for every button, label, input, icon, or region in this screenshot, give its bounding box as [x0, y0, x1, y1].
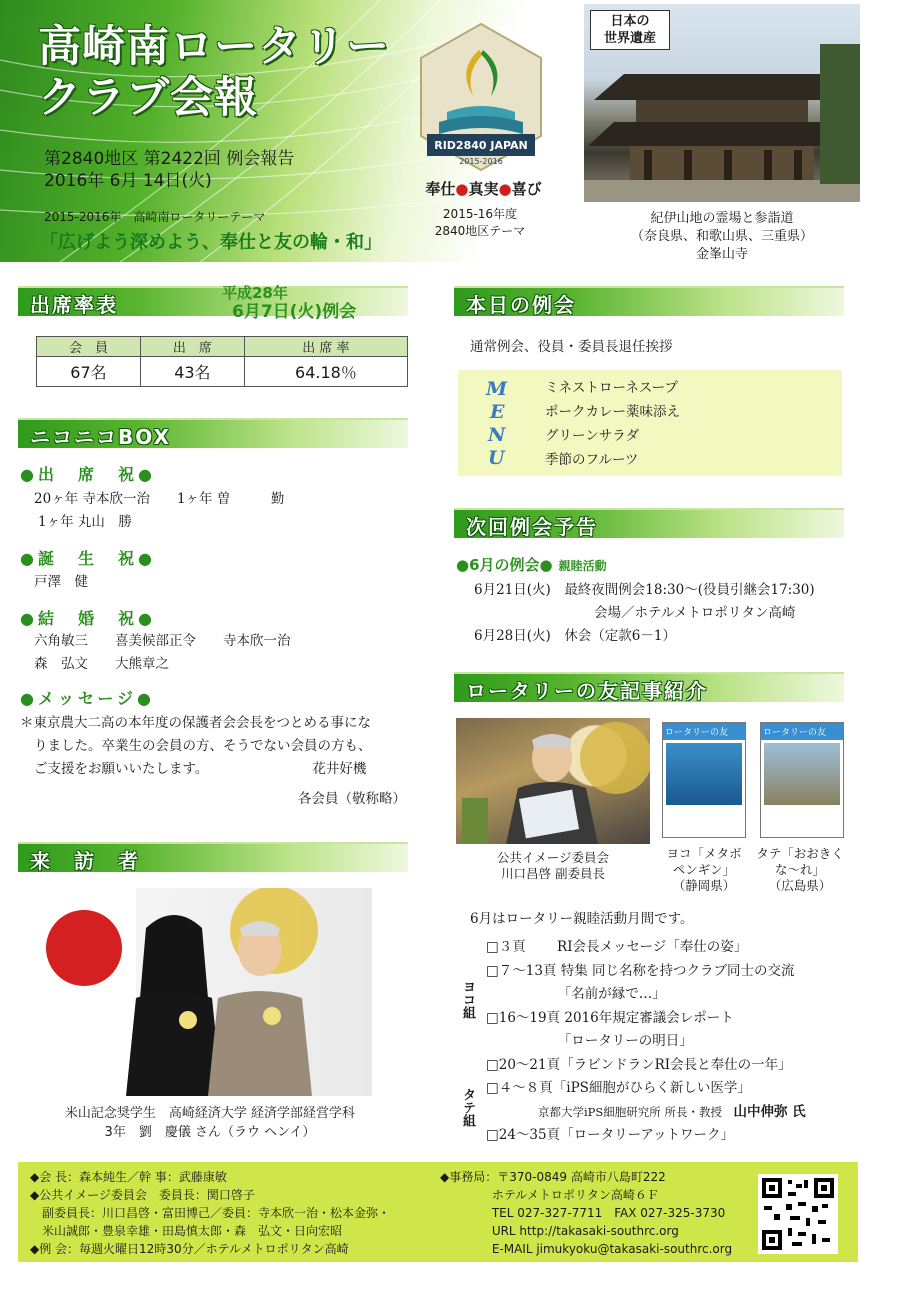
district-logo: [417, 22, 545, 172]
section-visitor: 来 訪 者: [18, 842, 408, 872]
attendance-celebration-list: 20ヶ年 寺本欣一治 1ヶ年 曽 勤 1ヶ年 丸山 勝: [34, 491, 285, 530]
footer-officers: ◆会 長：森本純生／幹 事：武藤康敏 ◆公共イメージ委員会 委員長：関口啓子 副委員長：川口昌啓・富田博己／委員：寺本欣一治・松本金弥・ 米山誠郎・豊泉幸雄・田島慎太郎・森 弘文・日向宏昭 ◆例 会：毎週火曜日12時30分／ホテルメトロポリタン高崎: [30, 1170, 391, 1256]
magazine-caption-tate: タテ「おおきく な～れ」 （広島県）: [756, 846, 844, 893]
month-note: 6月はロータリー親睦活動月間です。: [470, 911, 694, 927]
birthday-list: 戸澤 健: [34, 574, 88, 590]
yoko-label: ヨコ組: [460, 980, 475, 1019]
club-theme: 「広げよう深めよう、奉仕と友の輪・和」: [40, 232, 382, 253]
menu-item: ポークカレー薬味添え: [545, 404, 680, 420]
section-today: 本日の例会: [454, 286, 844, 316]
today-line: 通常例会、役員・委員長退任挨拶: [470, 339, 673, 355]
ips-author-name: 山中伸弥 氏: [733, 1103, 806, 1120]
message-signature: 花井好機: [312, 761, 367, 777]
magazine-caption-yoko: ヨコ「メタボ ペンギン」 （静岡県）: [666, 846, 742, 893]
group-message: ●メッセージ●: [20, 689, 155, 708]
group-birthday: ●誕 生 祝●: [20, 549, 156, 568]
group-wedding: ●結 婚 祝●: [20, 609, 156, 628]
club-theme-label: 2015-2016年 高崎南ロータリーテーマ: [44, 210, 266, 224]
footer-office: ◆事務局：〒370-0849 高崎市八島町222 ホテルメトロポリタン高崎６Ｆ TEL 027-327-7711 FAX 027-325-3730 URL http://takasaki-southrc.org E-MAIL jimukyoku@takasaki-southrc.org: [440, 1170, 733, 1256]
heritage-badge: 日本の 世界遺産: [590, 10, 670, 50]
section-magazine: ロータリーの友記事紹介: [454, 672, 844, 702]
visitor-photo: [36, 888, 372, 1096]
qr-code: [758, 1174, 838, 1254]
attendance-table: [36, 336, 408, 387]
section-attendance: 出席率表: [18, 286, 408, 316]
district-motto: 奉仕●真実●喜び: [425, 180, 542, 198]
presenter-caption: 公共イメージ委員会 川口昌啓 副委員長: [496, 850, 610, 881]
tate-label: タテ組: [460, 1088, 475, 1127]
cell-members: 67名: [37, 357, 141, 387]
menu-list: [545, 376, 680, 472]
attendance-date: 平成28年 6月7日(火)例会: [222, 284, 357, 322]
magazine-presenter-photo: [456, 718, 650, 844]
col-present: 出 席: [140, 337, 244, 357]
section-nikoniko: ニコニコBOX: [18, 418, 408, 448]
article-list: [486, 936, 856, 1148]
article-item: □４～８頁「iPS細胞がひらく新しい医学」: [486, 1080, 751, 1096]
cell-rate: 64.18％: [244, 357, 407, 387]
logo-text: RID2840 JAPAN: [434, 139, 528, 152]
magazine-cover-tate: ロータリーの友: [760, 722, 844, 838]
menu-item: ミネストローネスープ: [545, 380, 678, 396]
article-item: □16～19頁 2016年規定審議会レポート: [486, 1009, 734, 1026]
article-item: 「名前が縁で…」: [486, 986, 666, 1002]
group-attendance-celebration: ●出 席 祝●: [20, 465, 156, 484]
district-theme: 2015-16年度 2840地区テーマ: [434, 207, 526, 238]
next-schedule: 6月21日(火) 最終夜間例会18:30〜(役員引継会17:30) 会場／ホテルメトロポリタン高崎 6月28日(火) 休会（定款6－1）: [474, 582, 815, 644]
visitor-caption: 米山記念奨学生 高崎経済大学 経済学部経営学科 3年 劉 慶儀 さん（ラウ ヘンイ）: [64, 1106, 356, 1140]
logo-years: 2015-2016: [459, 157, 503, 166]
col-rate: 出 席 率: [244, 337, 407, 357]
magazine-cover-yoko: ロータリーの友: [662, 722, 746, 838]
menu-item: 季節のフルーツ: [545, 452, 639, 468]
ips-author-title: 京都大学iPS細胞研究所 所長・教授: [538, 1104, 722, 1119]
section-next: 次回例会予告: [454, 508, 844, 538]
col-members: 会 員: [37, 337, 141, 357]
article-item: □７～13頁 特集 同じ名称を持つクラブ同士の交流: [486, 962, 795, 979]
menu-item: グリーンサラダ: [545, 428, 640, 444]
wedding-list: 六角敏三 喜美候部正令 寺本欣一治 森 弘文 大熊章之: [34, 633, 291, 672]
newsletter-title: 高崎南ロータリー クラブ会報: [38, 22, 390, 123]
all-members-note: 各会員（敬称略）: [298, 791, 406, 807]
article-item: □３頁 RI会長メッセージ「奉仕の姿」: [486, 939, 748, 955]
article-item: □24～35頁「ロータリーアットワーク」: [486, 1127, 734, 1143]
meeting-info: 第2840地区 第2422回 例会報告 2016年 6月 14日(火): [44, 149, 295, 191]
temple-caption: 紀伊山地の霊場と参詣道 （奈良県、和歌山県、三重県） 金峯山寺: [630, 211, 813, 262]
menu-word: M E N U: [486, 378, 508, 469]
next-month: ●6月の例会● 親睦活動: [456, 556, 607, 574]
cell-present: 43名: [140, 357, 244, 387]
message-text: ＊東京農大二高の本年度の保護者会会長をつとめる事にな りました。卒業生の会員の方、そうでない会員の方も、 ご支援をお願いいたします。 花井好機: [20, 715, 372, 777]
article-item: 「ロータリーの明日」: [486, 1033, 693, 1049]
article-item: □20～21頁「ラビンドランRI会長と奉仕の一年」: [486, 1056, 792, 1073]
